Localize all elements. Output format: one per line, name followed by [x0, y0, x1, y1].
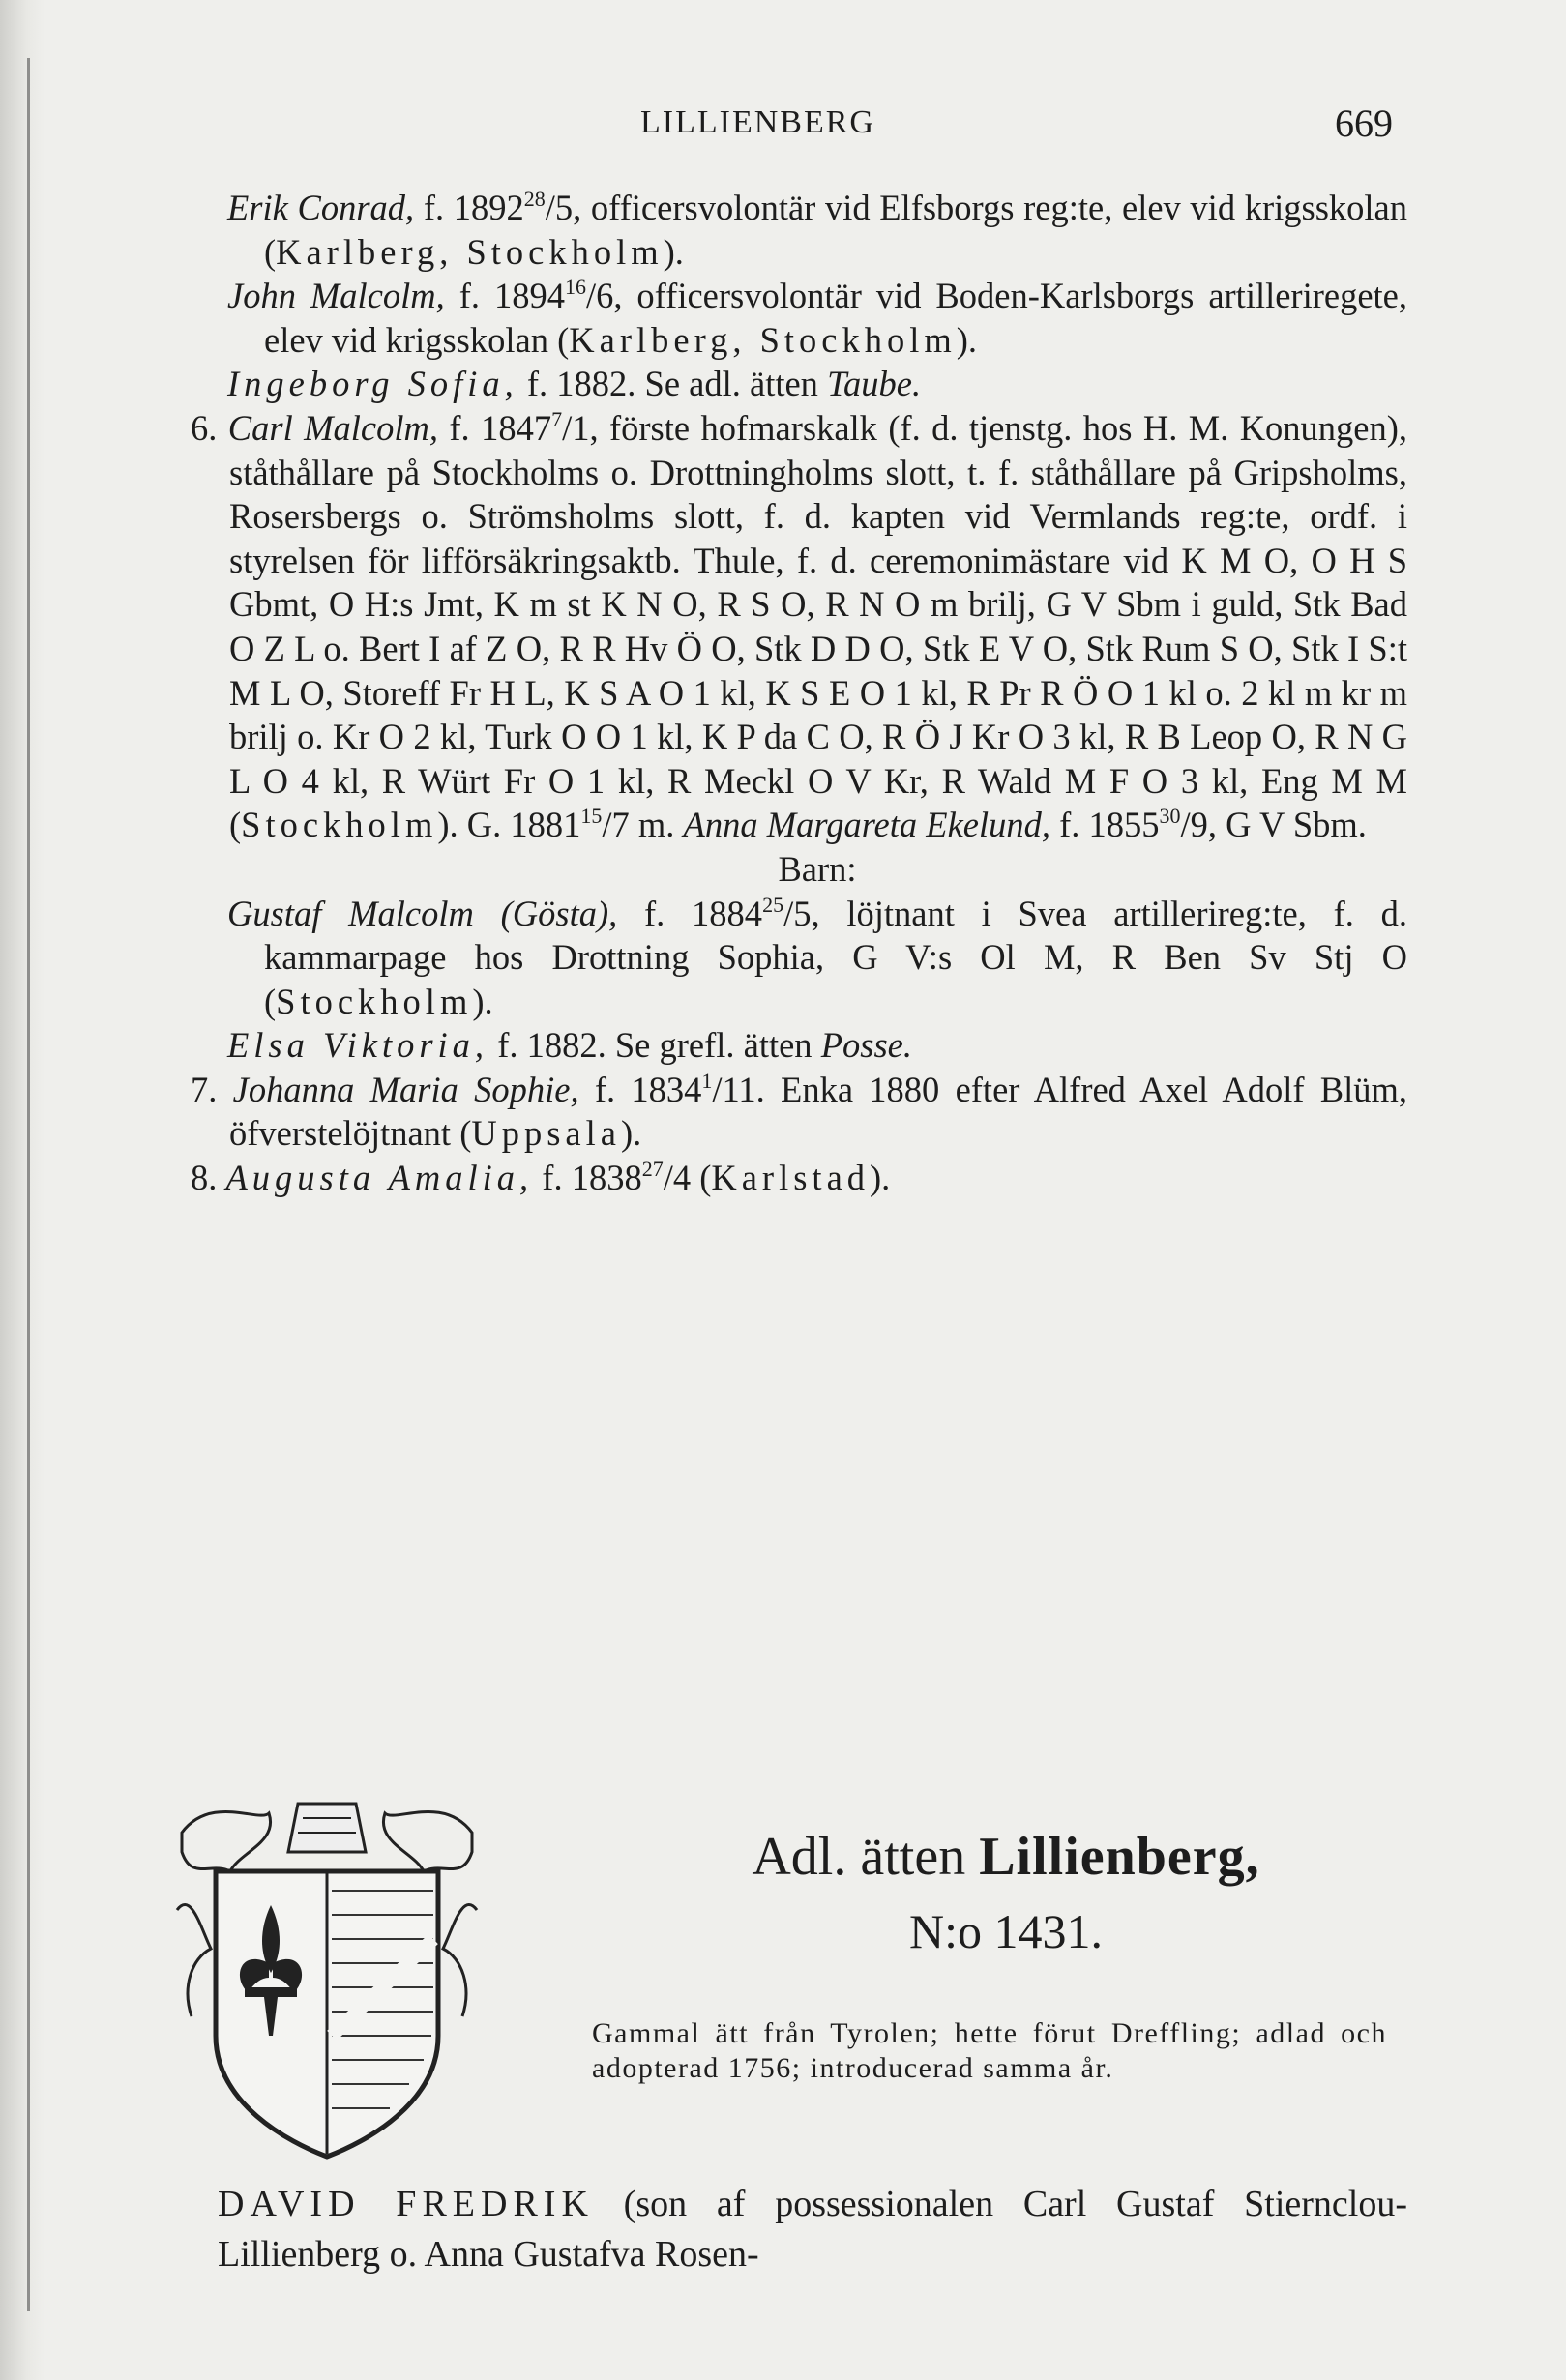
- entry-david-fredrik: DAVID FREDRIK (son af possessionalen Carl Gustaf Stiernclou-Lillienberg o. Anna Gustafva Rosen-: [218, 2184, 1407, 2275]
- entry-elsa-viktoria: Elsa Viktoria, f. 1882. Se grefl. ätten Posse.: [227, 1025, 912, 1066]
- entry-john-malcolm: John Malcolm, f. 1894$^{16}$/6, officersvolontär vid Boden-Karlsborgs artilleriregete, elev vid krigsskolan (Karlberg, Stockholm).: [227, 275, 1408, 360]
- page-number: 669: [1335, 102, 1393, 145]
- page-binding-shadow: [0, 0, 44, 2380]
- entry-gustaf-malcolm: Gustaf Malcolm (Gösta), f. 1884$^{25}$/5, löjtnant i Svea artillerireg:te, f. d. kammarpage hos Drottning Sophia, G V:s Ol M, R Ben Sv Stj O (Stockholm).: [227, 892, 1408, 1021]
- page-header: [0, 104, 1566, 153]
- coat-of-arms-icon: [172, 1794, 482, 2161]
- entry-augusta-amalia: 8. Augusta Amalia, f. 1838$^{27}$/4 (Karlstad).: [191, 1157, 891, 1198]
- children-label: Barn:: [778, 848, 857, 889]
- running-head: LILLIENBERG: [640, 104, 875, 140]
- family-number: N:o 1431.: [909, 1904, 1103, 1958]
- genealogy-text: [191, 186, 1408, 1200]
- entry-johanna-maria: 7. Johanna Maria Sophie, f. 1834$^1$/11. Enka 1880 efter Alfred Axel Adolf Blüm, öfverstelöjtnant (Uppsala).: [191, 1068, 1408, 1154]
- entry-ingeborg-sofia: Ingeborg Sofia, f. 1882. Se adl. ätten Taube.: [227, 364, 922, 404]
- family-note: Gammal ätt från Tyrolen; hette förut Dreffling; adlad och adopterad 1756; introducerad samma år.: [592, 2017, 1387, 2084]
- binding-edge-line: [27, 58, 30, 2311]
- entry-carl-malcolm: 6. Carl Malcolm, f. 1847$^7$/1, förste hofmarskalk (f. d. tjenstg. hos H. M. Konungen), ståthållare på Stockholms o. Drottningholms slott, t. f. ståthållare på Gripsholms, Rosersbergs o. Strömsholms slott, f. d. kapten vid Vermlands reg:te, ordf. i styrelsen för lifförsäkringsaktb. Thule, f. d. ceremonimästare vid K M O, O H S Gbmt, O H:s Jmt, K m st K N O, R S O, R N O m brilj, G V Sbm i guld, Stk Bad O Z L o. Bert I af Z O, R R Hv Ö O, Stk D D O, Stk E V O, Stk Rum S O, Stk I S:t M L O, Storeff Fr H L, K S A O 1 kl, K S E O 1 kl, R Pr R Ö O 1 kl o. 2 kl m kr m brilj o. Kr O 2 kl, Turk O O 1 kl, K P da C O, R Ö J Kr O 3 kl, R B Leop O, R N G L O 4 kl, R Würt Fr O 1 kl, R Meckl O V Kr, R Wald M F O 3 kl, Eng M M (Stockholm). G. 1881$^{15}$/7 m. Anna Margareta Ekelund, f. 1855$^{30}$/9, G V Sbm.: [191, 406, 1408, 845]
- family-title: Adl. ätten Lillienberg,: [752, 1827, 1260, 1887]
- entry-erik-conrad: Erik Conrad, f. 1892$^{28}$/5, officersvolontär vid Elfsborgs reg:te, elev vid krigsskolan (Karlberg, Stockholm).: [227, 187, 1407, 272]
